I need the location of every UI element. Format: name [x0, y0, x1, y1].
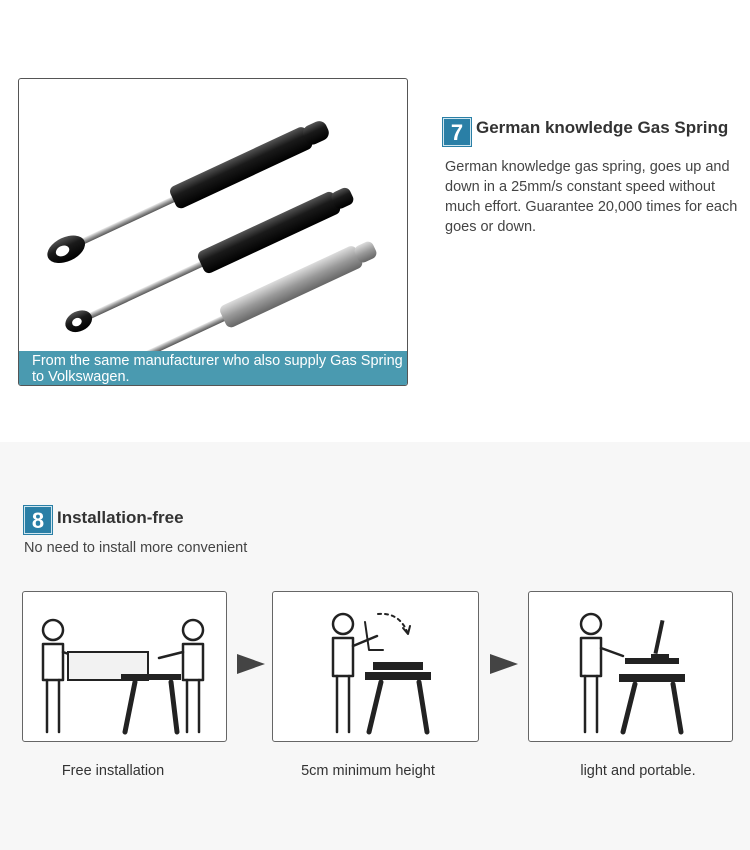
- step-label-1: Free installation: [61, 763, 165, 779]
- photo-caption: From the same manufacturer who also supply Gas Spring to Volkswagen.: [19, 351, 407, 385]
- section-7-title: German knowledge Gas Spring: [476, 118, 729, 137]
- section-7-description: German knowledge gas spring, goes up and down in a 25mm/s constant speed without much effort. Guarantee 20,000 times for each goes or down.: [445, 159, 738, 235]
- section-8-title: Installation-free: [57, 508, 184, 527]
- arrow-right-icon: [490, 654, 518, 674]
- two-people-carrying-desk-icon: [23, 592, 227, 742]
- step-8-badge: 8: [24, 506, 52, 534]
- gas-spring-photo-card: [18, 78, 408, 386]
- person-standing-desk-icon: [529, 592, 733, 742]
- gas-spring-photo: [19, 79, 408, 386]
- step-panel-portable: [528, 591, 733, 742]
- arrow-right-icon: [237, 654, 265, 674]
- step-panel-free-installation: [22, 591, 227, 742]
- step-panel-minimum-height: [272, 591, 479, 742]
- step-label-2: 5cm minimum height: [301, 763, 435, 779]
- step-label-3: light and portable.: [580, 763, 696, 779]
- section-8-subtitle: No need to install more convenient: [24, 540, 248, 556]
- person-lifting-desk-icon: [273, 592, 479, 742]
- step-7-badge: 7: [443, 118, 471, 146]
